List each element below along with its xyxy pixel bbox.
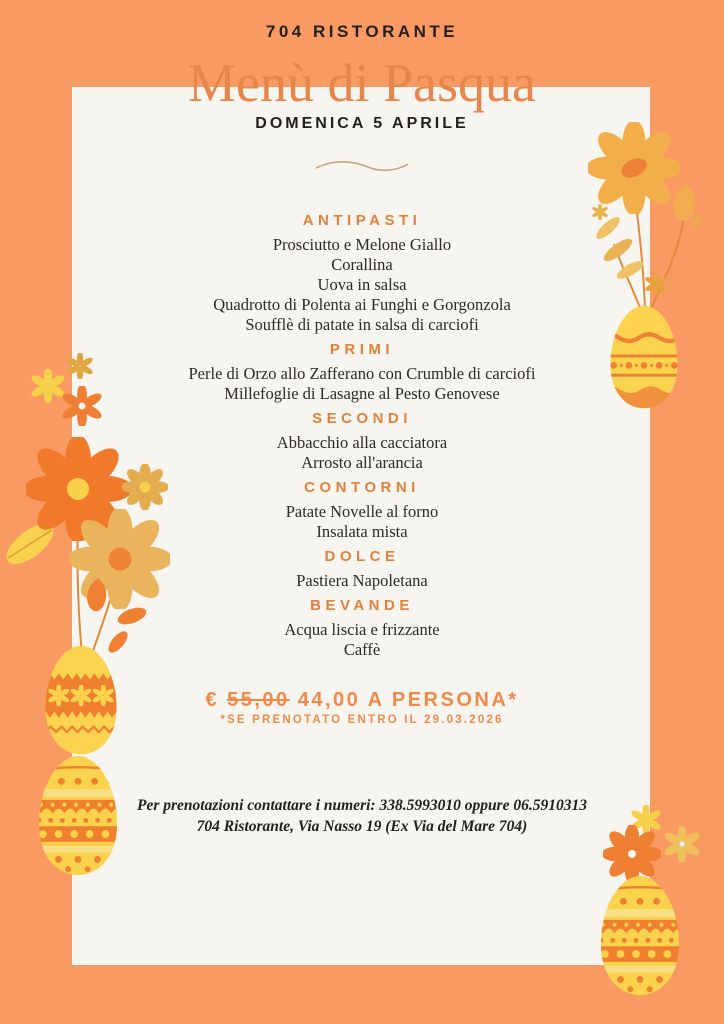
menu-section-antipasti xyxy=(0,212,724,335)
price-old: 55,00 xyxy=(227,689,290,711)
menu-date: DOMENICA 5 APRILE xyxy=(255,115,469,132)
section-title: SECONDI xyxy=(312,410,412,427)
menu-item: Millefoglie di Lasagne al Pesto Genovese xyxy=(224,384,500,403)
menu-title: Menù di Pasqua xyxy=(188,53,536,113)
menu-item: Prosciutto e Melone Giallo xyxy=(272,235,452,254)
menu-section-primi xyxy=(0,341,724,404)
menu-item: Caffè xyxy=(343,640,381,659)
section-title: PRIMI xyxy=(329,341,395,358)
menu-section-bevande xyxy=(0,597,724,660)
menu-section-dolce xyxy=(0,548,724,591)
menu-item: Perle di Orzo allo Zafferano con Crumble di carciofi xyxy=(188,364,536,383)
price-new: 44,00 A PERSONA* xyxy=(297,689,519,711)
menu-item: Acqua liscia e frizzante xyxy=(284,620,440,639)
menu-item: Pastiera Napoletana xyxy=(296,571,428,590)
menu-item: Soufflè di patate in salsa di carciofi xyxy=(245,315,479,334)
menu-item: Abbacchio alla cacciatora xyxy=(276,433,448,452)
footer-address-line: 704 Ristorante, Via Nasso 19 (Ex Via del Mare 704) xyxy=(196,817,528,835)
restaurant-name: 704 RISTORANTE xyxy=(265,22,459,41)
price-note: *SE PRENOTATO ENTRO IL 29.03.2026 xyxy=(220,714,504,726)
menu-item: Arrosto all'arancia xyxy=(301,453,423,472)
menu-item: Corallina xyxy=(331,255,393,274)
price-currency: € xyxy=(205,689,220,711)
menu-item: Patate Novelle al forno xyxy=(285,502,439,521)
section-title: BEVANDE xyxy=(310,597,414,614)
price-line xyxy=(0,688,724,712)
section-title: ANTIPASTI xyxy=(302,212,422,229)
menu-item: Insalata mista xyxy=(316,522,408,541)
menu-section-contorni xyxy=(0,479,724,542)
section-title: CONTORNI xyxy=(304,479,420,496)
footer-phone-line: Per prenotazioni contattare i numeri: 338.5993010 oppure 06.5910313 xyxy=(137,797,587,814)
contact-footer xyxy=(0,796,724,837)
menu-item: Uova in salsa xyxy=(317,275,407,294)
divider-squiggle-icon xyxy=(0,158,724,172)
section-title: DOLCE xyxy=(324,548,400,565)
menu-section-secondi xyxy=(0,410,724,473)
menu-item: Quadrotto di Polenta ai Funghi e Gorgonzola xyxy=(213,295,511,314)
